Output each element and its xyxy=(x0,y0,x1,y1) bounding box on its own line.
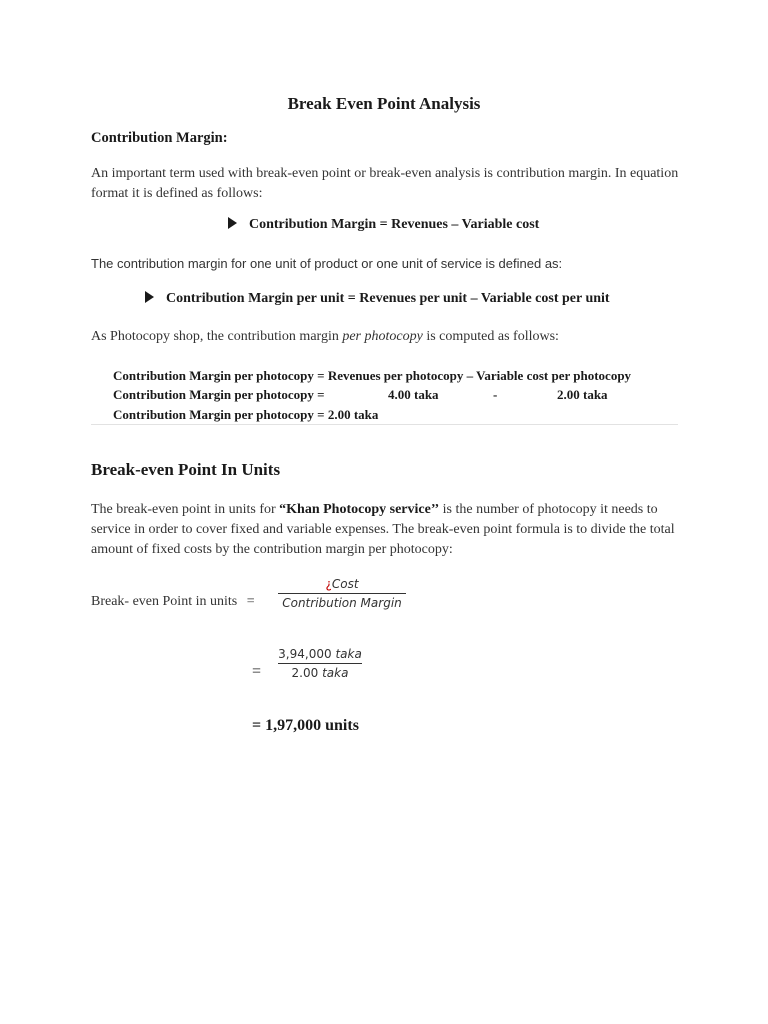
bullet-formula-1-text: Contribution Margin = Revenues – Variable cost xyxy=(249,217,540,232)
calc-line-3: Contribution Margin per photocopy = 2.00 taka xyxy=(113,407,379,422)
arrow-bullet-icon xyxy=(228,217,237,229)
bullet-formula-1 xyxy=(228,217,539,233)
bullet-formula-2-text: Contribution Margin per unit = Revenues per unit – Variable cost per unit xyxy=(166,291,610,306)
fraction-1-bar xyxy=(278,593,406,594)
arrow-bullet-icon xyxy=(145,291,154,303)
contribution-margin-heading: Contribution Margin: xyxy=(91,130,228,146)
fraction-2 xyxy=(278,647,362,680)
calc-line-2-minus: - xyxy=(493,387,498,402)
missing-glyph-icon: ¿ xyxy=(325,577,332,591)
break-even-paragraph xyxy=(91,500,691,560)
formula-label xyxy=(91,594,255,610)
intro-paragraph: An important term used with break-even point or break-even analysis is contribution margin. In equation format it is defined as follows: xyxy=(91,166,679,201)
photocopy-text-before: As Photocopy shop, the contribution margin xyxy=(91,329,343,344)
fraction-2-denominator: 2.00 taka xyxy=(291,666,349,680)
fraction-2-bar xyxy=(278,663,362,664)
fraction-2-numerator: 3,94,000 taka xyxy=(278,647,362,661)
fraction-1 xyxy=(278,577,406,610)
calc-line-2-revenue: 4.00 taka xyxy=(388,387,439,402)
break-even-text-after: is the number of photocopy it needs to service in order to cover fixed and variable expenses. The break-even point formula is to divide the total amount of fixed costs by the contribution margin per photocopy: xyxy=(91,502,675,557)
photocopy-paragraph xyxy=(91,329,559,345)
section-divider xyxy=(91,424,678,425)
break-even-units-heading: Break-even Point In Units xyxy=(91,460,281,479)
calc-line-2-label: Contribution Margin per photocopy = xyxy=(113,387,325,402)
bullet-formula-2 xyxy=(145,291,610,307)
unit-definition-text: The contribution margin for one unit of product or one unit of service is defined as: xyxy=(91,256,563,271)
calc-line-2-variable: 2.00 taka xyxy=(557,387,608,402)
equals-sign-2: = xyxy=(252,663,262,680)
photocopy-text-italic: per photocopy xyxy=(342,329,423,344)
page-title: Break Even Point Analysis xyxy=(287,94,481,113)
break-even-text-before: The break-even point in units for xyxy=(91,502,280,517)
calc-line-1: Contribution Margin per photocopy = Revenues per photocopy – Variable cost per photocopy xyxy=(113,368,632,383)
formula-equals: = xyxy=(246,594,255,609)
photocopy-text-after: is computed as follows: xyxy=(422,329,559,344)
khan-photocopy-service: “Khan Photocopy service’’ xyxy=(279,502,440,517)
formula-label-text: Break- even Point in units xyxy=(91,594,238,609)
fraction-1-denominator: Contribution Margin xyxy=(282,596,402,610)
fraction-1-numerator: ¿Cost xyxy=(325,577,359,591)
break-even-result: = 1,97,000 units xyxy=(252,717,359,734)
